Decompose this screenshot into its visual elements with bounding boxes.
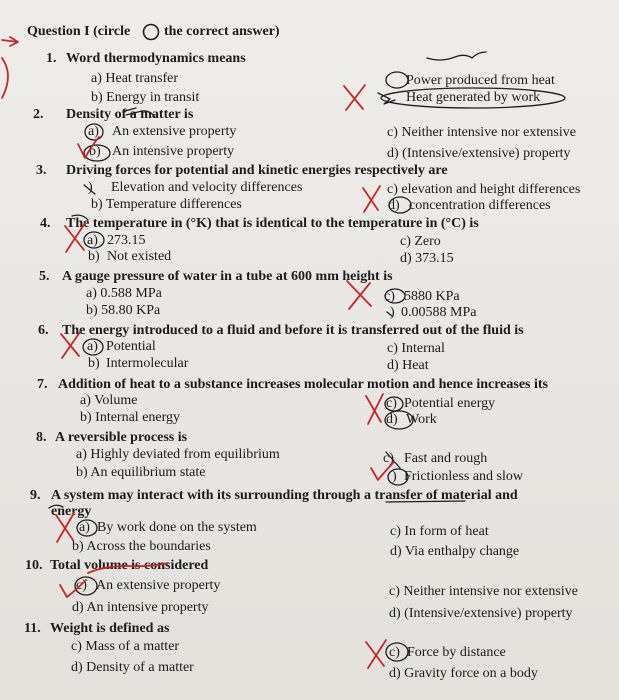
q1-scribble-icon xyxy=(378,93,395,104)
q1-stem: Word thermodynamics means xyxy=(66,51,246,66)
q6-option-d[interactable]: d) Heat xyxy=(387,358,429,373)
q7-option-a[interactable]: a) Volume xyxy=(80,393,138,408)
q5-option-a[interactable]: a) 0.588 MPa xyxy=(86,286,162,301)
q7-option-d[interactable]: Work xyxy=(406,412,437,427)
q10-option-a-letter: c) xyxy=(76,578,87,593)
q7-option-d-letter: d) xyxy=(386,412,398,427)
q3-option-d[interactable]: concentration differences xyxy=(409,198,551,213)
q8-option-c-letter: c) xyxy=(383,451,394,466)
q6-option-b[interactable]: Intermolecular xyxy=(106,356,189,371)
q2-option-a-letter: a) xyxy=(88,124,99,139)
q10-option-c[interactable]: c) Neither intensive nor extensive xyxy=(389,584,578,599)
q3-number: 3. xyxy=(36,163,47,178)
q2-option-d[interactable]: d) (Intensive/extensive) property xyxy=(387,146,571,161)
q4-option-b-letter: b) xyxy=(88,249,100,264)
q6-stem: The energy introduced to a fluid and before it is transferred out of the fluid is xyxy=(62,323,524,338)
q2-stem: Density of a matter is xyxy=(66,107,194,122)
q9-option-a-letter: a) xyxy=(79,520,90,535)
margin-bracket-icon xyxy=(2,58,8,98)
q5-option-d-mark: ) xyxy=(390,305,395,320)
q8-option-d[interactable]: Frictionless and slow xyxy=(404,469,523,484)
q9-option-c[interactable]: c) In form of heat xyxy=(390,524,489,539)
q9-option-b[interactable]: b) Across the boundaries xyxy=(72,539,211,554)
q2-option-a[interactable]: An extensive property xyxy=(112,124,237,139)
q9-option-d[interactable]: d) Via enthalpy change xyxy=(390,544,520,559)
q5-option-d[interactable]: 0.00588 MPa xyxy=(401,305,477,320)
q2-option-b[interactable]: An intensive property xyxy=(112,144,235,159)
q8-option-b[interactable]: b) An equilibrium state xyxy=(76,465,206,480)
instruction-prefix: Question I (circle xyxy=(27,24,131,39)
scribble-mark-icon xyxy=(427,52,486,60)
q1-answer-circle-icon xyxy=(386,72,408,88)
q6-number: 6. xyxy=(38,323,49,338)
q1-cross-mark-icon xyxy=(344,85,365,110)
q11-cross-mark-icon xyxy=(366,640,386,668)
q3-option-a[interactable]: Elevation and velocity differences xyxy=(111,180,303,195)
q7-option-c-letter: c) xyxy=(386,396,397,411)
q8-option-d-mark: ) xyxy=(392,469,397,484)
q6-option-a-letter: a) xyxy=(87,339,98,354)
q1-number: 1. xyxy=(46,51,57,66)
q1-option-b[interactable]: b) Energy in transit xyxy=(91,90,200,105)
q3-option-d-letter: d) xyxy=(388,198,400,213)
q1-option-a[interactable]: a) Heat transfer xyxy=(91,71,179,86)
q3-stem: Driving forces for potential and kinetic energies respectively are xyxy=(66,163,448,178)
q9-stem-line1: A system may interact with its surrounding through a transfer of material and xyxy=(51,488,518,503)
q7-option-b[interactable]: b) Internal energy xyxy=(80,410,181,425)
q6-option-c[interactable]: c) Internal xyxy=(387,341,445,356)
q11-option-c-letter: c) xyxy=(389,645,400,660)
q5-number: 5. xyxy=(39,269,50,284)
q10-option-a[interactable]: An extensive property xyxy=(96,578,221,593)
q4-number: 4. xyxy=(40,216,51,231)
q4-option-c[interactable]: c) Zero xyxy=(400,234,441,249)
q6-option-a[interactable]: Potential xyxy=(106,339,156,354)
q11-option-b[interactable]: d) Density of a matter xyxy=(71,660,194,675)
q10-number: 10. xyxy=(25,558,43,573)
q5-cross-mark-icon xyxy=(347,281,371,309)
q9-option-a[interactable]: By work done on the system xyxy=(97,520,257,535)
q4-option-a[interactable]: 273.15 xyxy=(107,233,146,248)
q8-number: 8. xyxy=(36,430,47,445)
q11-option-d[interactable]: d) Gravity force on a body xyxy=(389,666,538,681)
q3-option-b[interactable]: b) Temperature differences xyxy=(91,197,242,212)
q7-option-c[interactable]: Potential energy xyxy=(404,396,496,411)
q11-stem: Weight is defined as xyxy=(50,621,170,636)
q10-option-b[interactable]: d) An intensive property xyxy=(72,600,209,615)
q1-option-d[interactable]: Heat generated by work xyxy=(406,90,541,105)
q5-option-c-letter: c) xyxy=(384,289,395,304)
q2-number: 2. xyxy=(33,107,44,122)
q7-stem: Addition of heat to a substance increases molecular motion and hence increases its xyxy=(58,377,548,392)
q3-option-c[interactable]: c) elevation and height differences xyxy=(387,182,581,197)
q6-option-b-letter: b) xyxy=(88,356,100,371)
circle-symbol-icon xyxy=(144,25,159,40)
q9-number: 9. xyxy=(30,488,41,503)
q5-stem: A gauge pressure of water in a tube at 600 mm height is xyxy=(62,269,393,284)
q4-option-d[interactable]: d) 373.15 xyxy=(400,251,454,266)
q10-option-d[interactable]: d) (Intensive/extensive) property xyxy=(389,606,573,621)
q7-number: 7. xyxy=(37,377,48,392)
margin-arrow-icon xyxy=(2,37,18,46)
q11-number: 11. xyxy=(24,621,41,636)
q9-stem-line2: energy xyxy=(51,504,92,519)
q5-option-b[interactable]: b) 58.80 KPa xyxy=(86,303,161,318)
q5-option-c[interactable]: 5880 KPa xyxy=(404,289,460,304)
q10-stem: Total volume is considered xyxy=(50,558,209,573)
q8-stem: A reversible process is xyxy=(55,430,188,445)
q11-option-a[interactable]: c) Mass of a matter xyxy=(71,639,180,654)
q3-option-a-mark: ) xyxy=(88,180,93,195)
q4-option-b[interactable]: Not existed xyxy=(107,249,172,264)
q2-option-c[interactable]: c) Neither intensive nor extensive xyxy=(387,125,576,140)
q11-option-c[interactable]: Force by distance xyxy=(407,645,506,660)
q1-option-c[interactable]: Power produced from heat xyxy=(406,73,555,88)
q8-option-c[interactable]: Fast and rough xyxy=(404,451,488,466)
instruction-suffix: the correct answer) xyxy=(164,24,280,39)
q7-cross-mark-icon xyxy=(366,394,383,424)
q8-option-a[interactable]: a) Highly deviated from equilibrium xyxy=(76,447,280,462)
q3-cross-mark-icon xyxy=(363,186,380,212)
q2-option-b-letter: b) xyxy=(89,144,101,159)
q4-option-a-letter: a) xyxy=(87,233,98,248)
q4-stem: The temperature in (°K) that is identical to the temperature in (°C) is xyxy=(66,216,479,231)
